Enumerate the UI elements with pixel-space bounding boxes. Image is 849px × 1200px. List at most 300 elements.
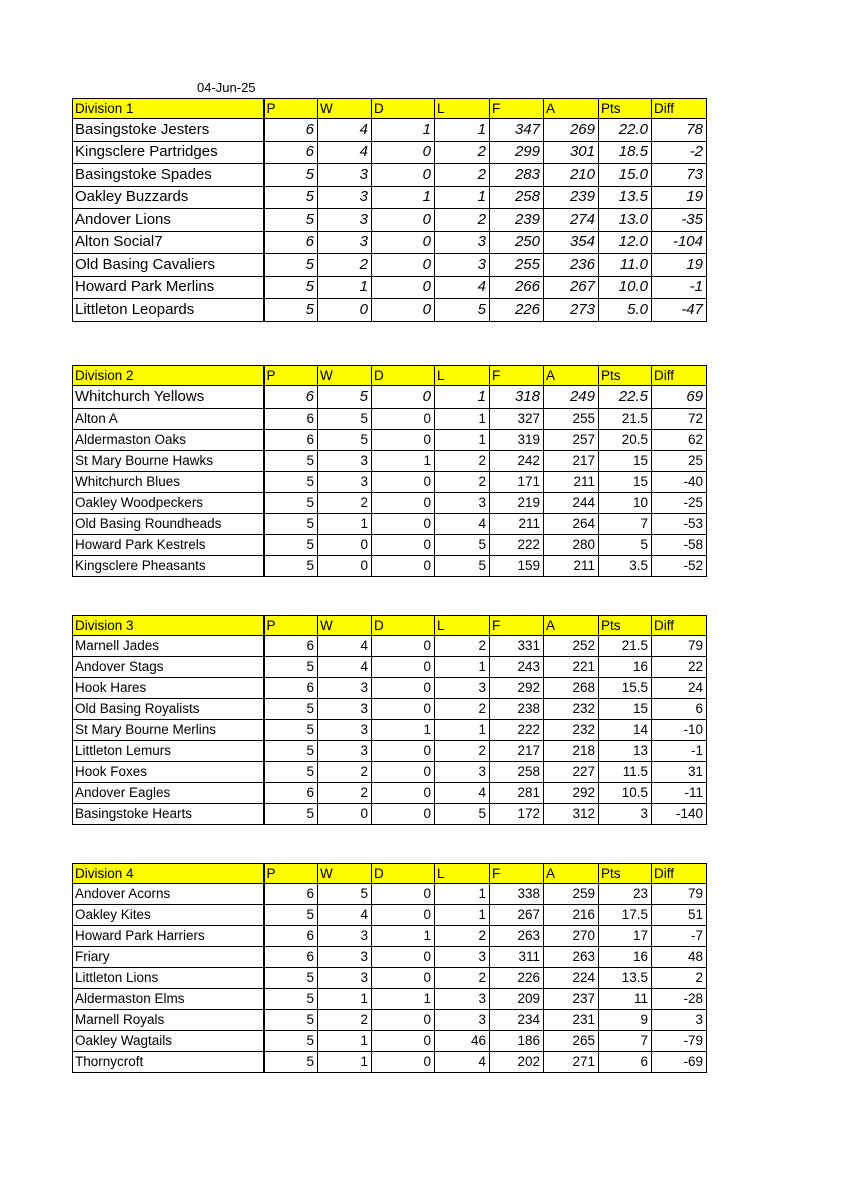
team-name: Basingstoke Hearts bbox=[73, 804, 264, 825]
team-name: Kingsclere Pheasants bbox=[73, 555, 264, 576]
division-title: Division 1 bbox=[73, 99, 264, 119]
column-header: Pts bbox=[599, 99, 652, 119]
stat-cell: 5 bbox=[264, 513, 318, 534]
stat-cell: 5 bbox=[264, 968, 318, 989]
stat-cell: 24 bbox=[652, 678, 707, 699]
stat-cell: 3 bbox=[318, 741, 372, 762]
stat-cell: 15.0 bbox=[599, 164, 652, 187]
stat-cell: 6 bbox=[264, 386, 318, 409]
stat-cell: 3.5 bbox=[599, 555, 652, 576]
stat-cell: 0 bbox=[372, 905, 435, 926]
stat-cell: 3 bbox=[318, 231, 372, 254]
stat-cell: 17.5 bbox=[599, 905, 652, 926]
stat-cell: 263 bbox=[490, 926, 544, 947]
stat-cell: 1 bbox=[435, 119, 490, 142]
stat-cell: 1 bbox=[435, 386, 490, 409]
stat-cell: 5 bbox=[264, 1052, 318, 1073]
stat-cell: 1 bbox=[435, 657, 490, 678]
table-row bbox=[73, 429, 707, 450]
table-row bbox=[73, 657, 707, 678]
table-row bbox=[73, 1031, 707, 1052]
stat-cell: 0 bbox=[372, 678, 435, 699]
stat-cell: 13.0 bbox=[599, 209, 652, 232]
table-row bbox=[73, 408, 707, 429]
stat-cell: 5 bbox=[264, 471, 318, 492]
division-header-row bbox=[73, 616, 707, 636]
team-name: Old Basing Roundheads bbox=[73, 513, 264, 534]
table-row bbox=[73, 678, 707, 699]
stat-cell: 19 bbox=[652, 254, 707, 277]
stat-cell: 1 bbox=[372, 989, 435, 1010]
stat-cell: 0 bbox=[372, 299, 435, 322]
stat-cell: 224 bbox=[544, 968, 599, 989]
stat-cell: 1 bbox=[435, 884, 490, 905]
stat-cell: 5 bbox=[264, 699, 318, 720]
stat-cell: 72 bbox=[652, 408, 707, 429]
column-header: D bbox=[372, 99, 435, 119]
stat-cell: 22 bbox=[652, 657, 707, 678]
stat-cell: 6 bbox=[264, 429, 318, 450]
stat-cell: 10.0 bbox=[599, 276, 652, 299]
division-header-row bbox=[73, 864, 707, 884]
stat-cell: 0 bbox=[372, 141, 435, 164]
stat-cell: 3 bbox=[652, 1010, 707, 1031]
stat-cell: 5 bbox=[435, 555, 490, 576]
column-header: Diff bbox=[652, 99, 707, 119]
stat-cell: 1 bbox=[318, 513, 372, 534]
stat-cell: 5 bbox=[264, 720, 318, 741]
column-header: L bbox=[435, 864, 490, 884]
table-row bbox=[73, 636, 707, 657]
table-row bbox=[73, 231, 707, 254]
stat-cell: 5 bbox=[264, 989, 318, 1010]
column-header: Diff bbox=[652, 864, 707, 884]
stat-cell: 218 bbox=[544, 741, 599, 762]
stat-cell: 0 bbox=[318, 299, 372, 322]
stat-cell: 16 bbox=[599, 947, 652, 968]
column-header: P bbox=[264, 99, 318, 119]
stat-cell: 62 bbox=[652, 429, 707, 450]
stat-cell: 255 bbox=[490, 254, 544, 277]
team-name: Basingstoke Jesters bbox=[73, 119, 264, 142]
stat-cell: 318 bbox=[490, 386, 544, 409]
table-row bbox=[73, 276, 707, 299]
stat-cell: 0 bbox=[372, 699, 435, 720]
stat-cell: 5 bbox=[264, 1031, 318, 1052]
division-table bbox=[72, 98, 707, 322]
stat-cell: 1 bbox=[435, 186, 490, 209]
stat-cell: 6 bbox=[264, 231, 318, 254]
stat-cell: 2 bbox=[435, 450, 490, 471]
stat-cell: 301 bbox=[544, 141, 599, 164]
team-name: Howard Park Harriers bbox=[73, 926, 264, 947]
stat-cell: 3 bbox=[318, 186, 372, 209]
stat-cell: 3 bbox=[318, 947, 372, 968]
column-header: A bbox=[544, 864, 599, 884]
stat-cell: 347 bbox=[490, 119, 544, 142]
stat-cell: 6 bbox=[599, 1052, 652, 1073]
column-header: W bbox=[318, 864, 372, 884]
stat-cell: 3 bbox=[435, 492, 490, 513]
stat-cell: 2 bbox=[652, 968, 707, 989]
stat-cell: 3 bbox=[318, 720, 372, 741]
stat-cell: 3 bbox=[435, 1010, 490, 1031]
stat-cell: 242 bbox=[490, 450, 544, 471]
stat-cell: 338 bbox=[490, 884, 544, 905]
team-name: St Mary Bourne Hawks bbox=[73, 450, 264, 471]
stat-cell: 159 bbox=[490, 555, 544, 576]
stat-cell: 6 bbox=[264, 947, 318, 968]
column-header: Pts bbox=[599, 864, 652, 884]
stat-cell: -35 bbox=[652, 209, 707, 232]
stat-cell: 1 bbox=[435, 408, 490, 429]
stat-cell: 0 bbox=[318, 555, 372, 576]
team-name: Littleton Leopards bbox=[73, 299, 264, 322]
stat-cell: 281 bbox=[490, 783, 544, 804]
table-row bbox=[73, 513, 707, 534]
stat-cell: -28 bbox=[652, 989, 707, 1010]
stat-cell: 2 bbox=[318, 762, 372, 783]
stat-cell: 217 bbox=[544, 450, 599, 471]
table-row bbox=[73, 386, 707, 409]
stat-cell: -104 bbox=[652, 231, 707, 254]
team-name: Kingsclere Partridges bbox=[73, 141, 264, 164]
stat-cell: 5 bbox=[318, 884, 372, 905]
stat-cell: 5.0 bbox=[599, 299, 652, 322]
column-header: P bbox=[264, 616, 318, 636]
column-header: D bbox=[372, 864, 435, 884]
division-title: Division 3 bbox=[73, 616, 264, 636]
stat-cell: 0 bbox=[372, 209, 435, 232]
stat-cell: 226 bbox=[490, 968, 544, 989]
stat-cell: 6 bbox=[264, 141, 318, 164]
stat-cell: 271 bbox=[544, 1052, 599, 1073]
stat-cell: 211 bbox=[490, 513, 544, 534]
column-header: L bbox=[435, 366, 490, 386]
stat-cell: 211 bbox=[544, 555, 599, 576]
team-name: Howard Park Merlins bbox=[73, 276, 264, 299]
stat-cell: -1 bbox=[652, 276, 707, 299]
column-header: P bbox=[264, 864, 318, 884]
stat-cell: 255 bbox=[544, 408, 599, 429]
stat-cell: 12.0 bbox=[599, 231, 652, 254]
table-row bbox=[73, 1052, 707, 1073]
stat-cell: 4 bbox=[435, 783, 490, 804]
team-name: Marnell Royals bbox=[73, 1010, 264, 1031]
stat-cell: 21.5 bbox=[599, 636, 652, 657]
team-name: Oakley Buzzards bbox=[73, 186, 264, 209]
stat-cell: 292 bbox=[544, 783, 599, 804]
stat-cell: 5 bbox=[264, 534, 318, 555]
stat-cell: 5 bbox=[599, 534, 652, 555]
stat-cell: 239 bbox=[490, 209, 544, 232]
table-row bbox=[73, 141, 707, 164]
stat-cell: 0 bbox=[372, 534, 435, 555]
stat-cell: 231 bbox=[544, 1010, 599, 1031]
team-name: Whitchurch Blues bbox=[73, 471, 264, 492]
stat-cell: 5 bbox=[264, 254, 318, 277]
stat-cell: -1 bbox=[652, 741, 707, 762]
stat-cell: 3 bbox=[435, 947, 490, 968]
division-table bbox=[72, 615, 707, 825]
division-header-row bbox=[73, 366, 707, 386]
stat-cell: 1 bbox=[318, 1031, 372, 1052]
stat-cell: 16 bbox=[599, 657, 652, 678]
stat-cell: 4 bbox=[318, 657, 372, 678]
column-header: F bbox=[490, 366, 544, 386]
division-table bbox=[72, 365, 707, 577]
stat-cell: 5 bbox=[318, 429, 372, 450]
stat-cell: 258 bbox=[490, 762, 544, 783]
stat-cell: 0 bbox=[372, 1031, 435, 1052]
table-row bbox=[73, 905, 707, 926]
column-header: L bbox=[435, 616, 490, 636]
stat-cell: 210 bbox=[544, 164, 599, 187]
stat-cell: 79 bbox=[652, 884, 707, 905]
team-name: Andover Eagles bbox=[73, 783, 264, 804]
stat-cell: -140 bbox=[652, 804, 707, 825]
stat-cell: 0 bbox=[372, 762, 435, 783]
team-name: Old Basing Cavaliers bbox=[73, 254, 264, 277]
stat-cell: 209 bbox=[490, 989, 544, 1010]
stat-cell: 4 bbox=[435, 1052, 490, 1073]
stat-cell: -47 bbox=[652, 299, 707, 322]
team-name: Howard Park Kestrels bbox=[73, 534, 264, 555]
column-header: D bbox=[372, 366, 435, 386]
stat-cell: 0 bbox=[372, 471, 435, 492]
stat-cell: 268 bbox=[544, 678, 599, 699]
stat-cell: 48 bbox=[652, 947, 707, 968]
team-name: Littleton Lions bbox=[73, 968, 264, 989]
stat-cell: 5 bbox=[318, 408, 372, 429]
stat-cell: -52 bbox=[652, 555, 707, 576]
stat-cell: 13.5 bbox=[599, 968, 652, 989]
stat-cell: 237 bbox=[544, 989, 599, 1010]
stat-cell: 5 bbox=[264, 209, 318, 232]
table-row bbox=[73, 968, 707, 989]
stat-cell: 6 bbox=[264, 678, 318, 699]
stat-cell: 2 bbox=[435, 141, 490, 164]
stat-cell: 1 bbox=[372, 119, 435, 142]
team-name: Marnell Jades bbox=[73, 636, 264, 657]
stat-cell: 0 bbox=[372, 884, 435, 905]
stat-cell: 25 bbox=[652, 450, 707, 471]
stat-cell: -11 bbox=[652, 783, 707, 804]
stat-cell: 0 bbox=[372, 164, 435, 187]
stat-cell: 5 bbox=[264, 299, 318, 322]
stat-cell: 331 bbox=[490, 636, 544, 657]
table-row bbox=[73, 926, 707, 947]
stat-cell: 2 bbox=[318, 1010, 372, 1031]
team-name: Andover Acorns bbox=[73, 884, 264, 905]
column-header: A bbox=[544, 366, 599, 386]
column-header: Pts bbox=[599, 616, 652, 636]
table-row bbox=[73, 783, 707, 804]
team-name: Whitchurch Yellows bbox=[73, 386, 264, 409]
stat-cell: 18.5 bbox=[599, 141, 652, 164]
stat-cell: 6 bbox=[264, 636, 318, 657]
stat-cell: 4 bbox=[318, 636, 372, 657]
stat-cell: 2 bbox=[318, 254, 372, 277]
stat-cell: 2 bbox=[435, 699, 490, 720]
stat-cell: 6 bbox=[264, 119, 318, 142]
stat-cell: 258 bbox=[490, 186, 544, 209]
stat-cell: 3 bbox=[318, 209, 372, 232]
stat-cell: 46 bbox=[435, 1031, 490, 1052]
stat-cell: 4 bbox=[318, 905, 372, 926]
stat-cell: 7 bbox=[599, 1031, 652, 1052]
stat-cell: 10.5 bbox=[599, 783, 652, 804]
stat-cell: 250 bbox=[490, 231, 544, 254]
stat-cell: -79 bbox=[652, 1031, 707, 1052]
stat-cell: 69 bbox=[652, 386, 707, 409]
table-row bbox=[73, 804, 707, 825]
stat-cell: 186 bbox=[490, 1031, 544, 1052]
stat-cell: 219 bbox=[490, 492, 544, 513]
stat-cell: 15.5 bbox=[599, 678, 652, 699]
stat-cell: 2 bbox=[435, 164, 490, 187]
stat-cell: 236 bbox=[544, 254, 599, 277]
team-name: Basingstoke Spades bbox=[73, 164, 264, 187]
stat-cell: -2 bbox=[652, 141, 707, 164]
stat-cell: 19 bbox=[652, 186, 707, 209]
table-row bbox=[73, 164, 707, 187]
stat-cell: 3 bbox=[318, 450, 372, 471]
stat-cell: 3 bbox=[599, 804, 652, 825]
stat-cell: 0 bbox=[318, 804, 372, 825]
stat-cell: -10 bbox=[652, 720, 707, 741]
stat-cell: 269 bbox=[544, 119, 599, 142]
stat-cell: 172 bbox=[490, 804, 544, 825]
stat-cell: 3 bbox=[318, 471, 372, 492]
stat-cell: 15 bbox=[599, 471, 652, 492]
column-header: W bbox=[318, 366, 372, 386]
column-header: P bbox=[264, 366, 318, 386]
column-header: F bbox=[490, 616, 544, 636]
column-header: Diff bbox=[652, 366, 707, 386]
stat-cell: 1 bbox=[318, 1052, 372, 1073]
stat-cell: 5 bbox=[264, 741, 318, 762]
stat-cell: 6 bbox=[264, 884, 318, 905]
stat-cell: 267 bbox=[544, 276, 599, 299]
stat-cell: 211 bbox=[544, 471, 599, 492]
stat-cell: 311 bbox=[490, 947, 544, 968]
stat-cell: 1 bbox=[372, 926, 435, 947]
stat-cell: 292 bbox=[490, 678, 544, 699]
team-name: Oakley Wagtails bbox=[73, 1031, 264, 1052]
table-row bbox=[73, 209, 707, 232]
stat-cell: 5 bbox=[264, 492, 318, 513]
stat-cell: 312 bbox=[544, 804, 599, 825]
stat-cell: 15 bbox=[599, 699, 652, 720]
team-name: St Mary Bourne Merlins bbox=[73, 720, 264, 741]
team-name: Oakley Kites bbox=[73, 905, 264, 926]
stat-cell: 0 bbox=[372, 254, 435, 277]
stat-cell: 5 bbox=[264, 186, 318, 209]
stat-cell: 1 bbox=[435, 905, 490, 926]
division-title: Division 4 bbox=[73, 864, 264, 884]
stat-cell: 13.5 bbox=[599, 186, 652, 209]
stat-cell: 319 bbox=[490, 429, 544, 450]
table-row bbox=[73, 699, 707, 720]
stat-cell: 226 bbox=[490, 299, 544, 322]
stat-cell: 273 bbox=[544, 299, 599, 322]
table-row bbox=[73, 555, 707, 576]
stat-cell: 0 bbox=[372, 429, 435, 450]
team-name: Alton A bbox=[73, 408, 264, 429]
stat-cell: 327 bbox=[490, 408, 544, 429]
stat-cell: 0 bbox=[372, 783, 435, 804]
stat-cell: 17 bbox=[599, 926, 652, 947]
column-header: D bbox=[372, 616, 435, 636]
stat-cell: 78 bbox=[652, 119, 707, 142]
stat-cell: 0 bbox=[372, 492, 435, 513]
stat-cell: 202 bbox=[490, 1052, 544, 1073]
stat-cell: 1 bbox=[435, 429, 490, 450]
stat-cell: 1 bbox=[318, 276, 372, 299]
column-header: F bbox=[490, 864, 544, 884]
stat-cell: 2 bbox=[435, 471, 490, 492]
stat-cell: 4 bbox=[318, 141, 372, 164]
division-table bbox=[72, 863, 707, 1073]
stat-cell: 171 bbox=[490, 471, 544, 492]
stat-cell: 239 bbox=[544, 186, 599, 209]
team-name: Aldermaston Elms bbox=[73, 989, 264, 1010]
stat-cell: 270 bbox=[544, 926, 599, 947]
column-header: W bbox=[318, 616, 372, 636]
team-name: Alton Social7 bbox=[73, 231, 264, 254]
team-name: Thornycroft bbox=[73, 1052, 264, 1073]
stat-cell: 4 bbox=[318, 119, 372, 142]
column-header: L bbox=[435, 99, 490, 119]
stat-cell: 79 bbox=[652, 636, 707, 657]
stat-cell: 280 bbox=[544, 534, 599, 555]
stat-cell: 4 bbox=[435, 276, 490, 299]
stat-cell: 0 bbox=[372, 804, 435, 825]
stat-cell: 5 bbox=[264, 657, 318, 678]
stat-cell: 5 bbox=[264, 276, 318, 299]
stat-cell: 234 bbox=[490, 1010, 544, 1031]
stat-cell: 0 bbox=[372, 1052, 435, 1073]
stat-cell: 3 bbox=[318, 968, 372, 989]
stat-cell: 10 bbox=[599, 492, 652, 513]
stat-cell: 267 bbox=[490, 905, 544, 926]
stat-cell: 5 bbox=[264, 164, 318, 187]
stat-cell: -40 bbox=[652, 471, 707, 492]
team-name: Aldermaston Oaks bbox=[73, 429, 264, 450]
stat-cell: 217 bbox=[490, 741, 544, 762]
stat-cell: -25 bbox=[652, 492, 707, 513]
stat-cell: 9 bbox=[599, 1010, 652, 1031]
stat-cell: 2 bbox=[435, 636, 490, 657]
stat-cell: 252 bbox=[544, 636, 599, 657]
table-row bbox=[73, 720, 707, 741]
stat-cell: 0 bbox=[372, 513, 435, 534]
team-name: Friary bbox=[73, 947, 264, 968]
stat-cell: 1 bbox=[435, 720, 490, 741]
team-name: Oakley Woodpeckers bbox=[73, 492, 264, 513]
stat-cell: 3 bbox=[435, 254, 490, 277]
team-name: Andover Lions bbox=[73, 209, 264, 232]
stat-cell: 0 bbox=[372, 386, 435, 409]
team-name: Hook Foxes bbox=[73, 762, 264, 783]
stat-cell: 259 bbox=[544, 884, 599, 905]
stat-cell: 0 bbox=[372, 555, 435, 576]
stat-cell: 13 bbox=[599, 741, 652, 762]
stat-cell: 0 bbox=[318, 534, 372, 555]
column-header: A bbox=[544, 616, 599, 636]
stat-cell: 7 bbox=[599, 513, 652, 534]
